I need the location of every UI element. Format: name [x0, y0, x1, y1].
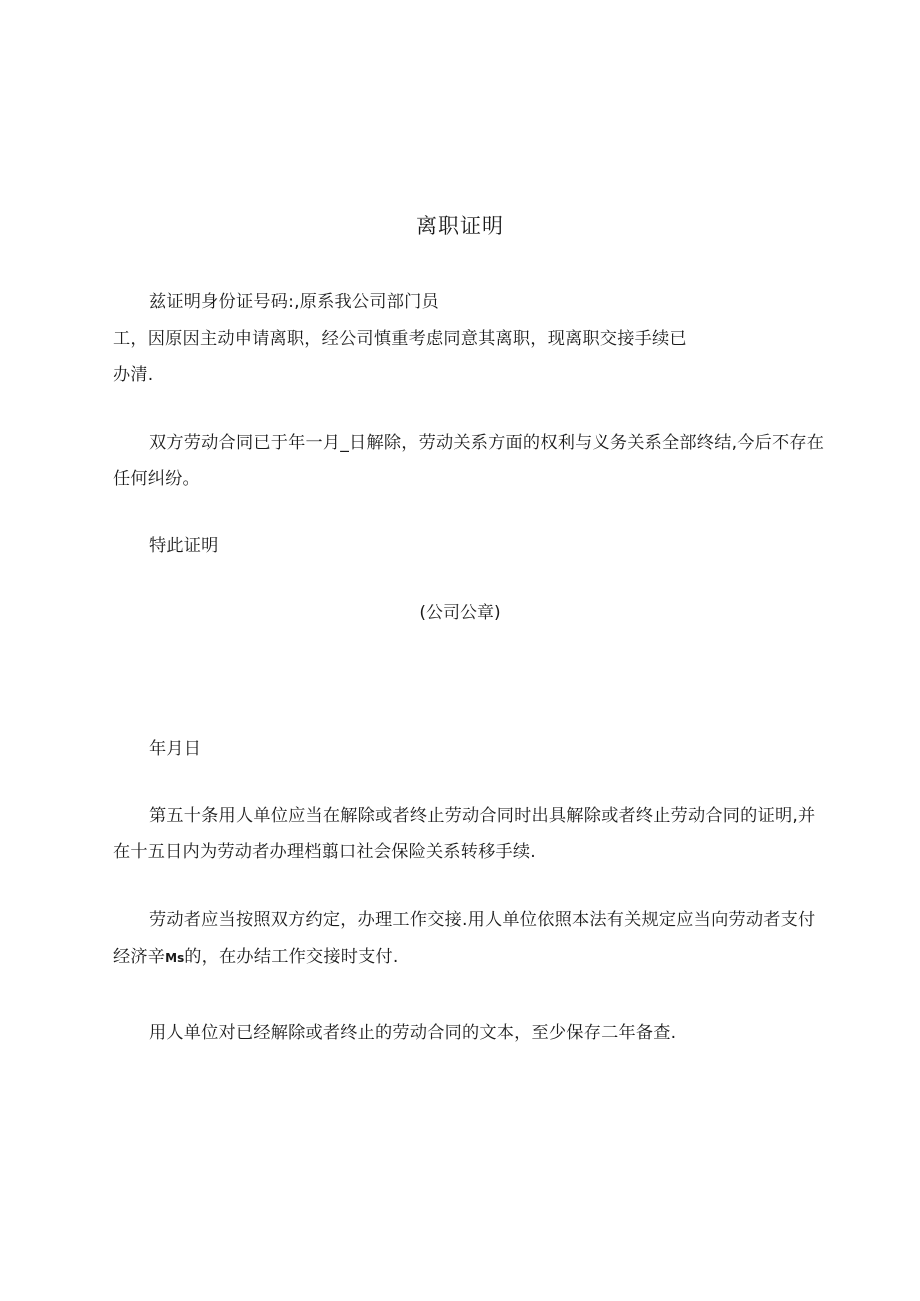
handover-line-2-prefix: 经济辛 [113, 947, 166, 967]
law-article-line-2: 在十五日内为劳动者办理档翦口社会保险关系转移手续. [113, 842, 536, 862]
certify-text: 特此证明 [149, 536, 219, 556]
document-title: 离职证明 [416, 214, 504, 238]
law-article-line-1: 第五十条用人单位应当在解除或者终止劳动合同时出具解除或者终止劳动合同的证明,并 [149, 806, 816, 826]
intro-line-3: 办清. [113, 365, 154, 385]
intro-line-1: 兹证明身份证号码:,原系我公司部门员 [149, 292, 439, 312]
handover-line-2-suffix: 的，在办结工作交接时支付. [184, 947, 399, 967]
archive-text: 用人单位对已经解除或者终止的劳动合同的文本，至少保存二年备查. [149, 1023, 677, 1043]
contract-line-1: 双方劳动合同已于年一月_日解除，劳动关系方面的权利与义务关系全部终结,今后不存在 [149, 433, 825, 453]
handover-line-2 [113, 940, 399, 975]
handover-line-1: 劳动者应当按照双方约定，办理工作交接.用人单位依照本法有关规定应当向劳动者支付 [149, 910, 816, 930]
handover-line-2-latin: Ms [165, 951, 185, 965]
company-seal-placeholder: (公司公章) [419, 603, 501, 623]
contract-line-2: 任何纠纷。 [113, 469, 200, 489]
intro-line-2: 工，因原因主动申请离职，经公司慎重考虑同意其离职，现离职交接手续已 [113, 329, 687, 349]
date-line: 年月日 [149, 739, 202, 759]
